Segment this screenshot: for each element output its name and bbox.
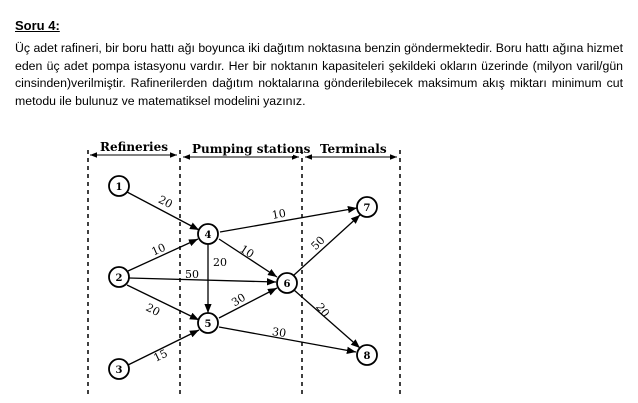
node-5 [198,313,218,333]
node-1-label: 1 [115,182,123,193]
question-text: Üç adet rafineri, bir boru hattı ağı boyunca iki dağıtım noktasına benzin göndermektedir. Boru hattı ağına hizmet eden üç adet pompa istasyonu vardır. Her bir noktanın kapasiteleri şekildeki okların üzerinde (milyon varil/gün cinsinden)verilmiştir. Rafinerilerden dağıtım noktalarına gönderilebilecek maksimum akış miktarı minimum cut metodu ile bulunuz ve matematiksel modelini yazınız. [15,41,623,108]
capacity-5-8: 30 [271,325,287,341]
capacity-3-5: 15 [151,346,170,365]
edge-4-7 [220,208,357,232]
edge-5-6 [219,288,277,318]
edge-6-7 [294,215,360,275]
node-4 [198,224,218,244]
node-6 [277,273,297,293]
capacity-5-6: 30 [229,290,248,310]
header-refineries: Refineries [100,140,168,154]
capacity-4-6: 10 [237,242,257,261]
edge-2-6 [129,278,276,282]
capacity-2-6: 50 [185,268,199,281]
header-pumping-stations: Pumping stations [192,142,311,156]
question-title: Soru 4: [15,18,60,33]
node-2 [109,267,129,287]
node-7 [357,197,377,217]
node-4-label: 4 [204,230,212,241]
capacity-2-5: 20 [143,300,163,319]
node-6-label: 6 [283,279,291,290]
capacity-6-8: 20 [313,300,333,320]
capacity-4-5: 20 [213,256,227,269]
capacity-6-7: 50 [308,233,328,253]
node-1 [109,176,129,196]
node-3 [109,359,129,379]
node-2-label: 2 [115,273,123,284]
node-3-label: 3 [115,365,123,376]
edge-2-5 [127,285,199,320]
edges [127,192,360,365]
edge-6-8 [294,290,360,348]
node-5-label: 5 [204,319,212,330]
node-8 [357,345,377,365]
header-terminals: Terminals [320,142,387,156]
capacity-4-7: 10 [270,206,287,222]
node-8-label: 8 [363,351,371,362]
capacity-2-4: 10 [149,240,168,259]
node-7-label: 7 [363,203,371,214]
edge-5-8 [219,327,356,352]
capacity-1-4: 20 [156,193,175,212]
